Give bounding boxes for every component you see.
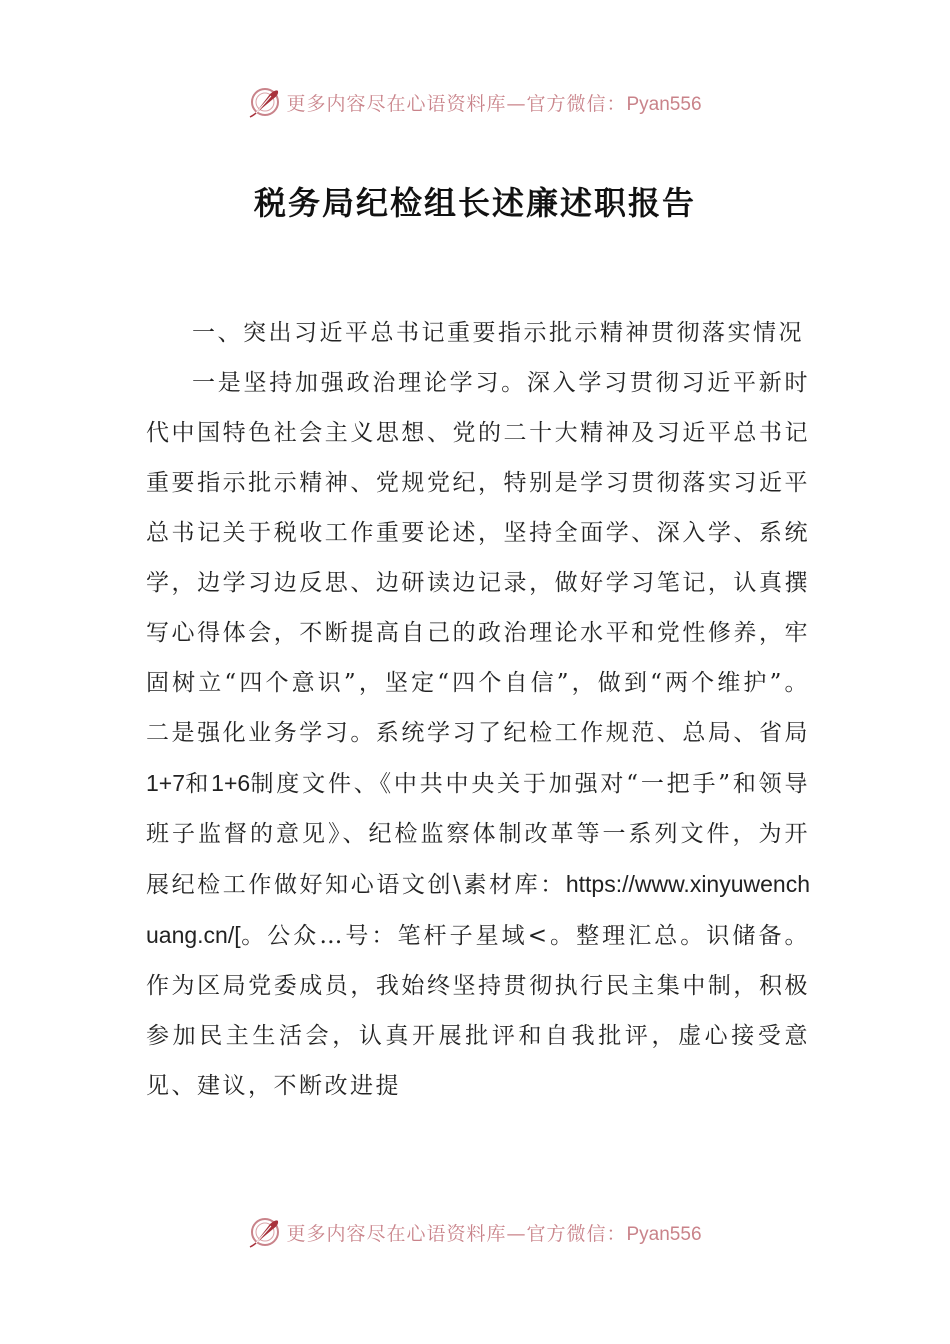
body-paragraph: 一是坚持加强政治理论学习。深入学习贯彻习近平新时代中国特色社会主义思想、党的二十大精神及习近平总书记重要指示批示精神、党规党纪，特别是学习贯彻落实习近平总书记关于税收工作重要论述，坚持全面学、深入学、系统学，边学习边反思、边研读边记录，做好学习笔记，认真撰写心得体会，不断提高自己的政治理论水平和党性修养，牢固树立“四个意识”，坚定“四个自信”，做到“两个维护”。二是强化业务学习。系统学习了纪检工作规范、总局、省局1+7和1+6制度文件、《中共中央关于加强对“一把手”和领导班子监督的意见》、纪检监察体制改革等一系列文件，为开展纪检工作做好知心语文创\素材库：https://www.xinyuwenchuang.cn/[。公众…号：笔杆子星域<。整理汇总。识储备。作为区局党委成员，我始终坚持贯彻执行民主集中制，积极参加民主生活会，认真开展批评和自我批评，虚心接受意见、建议，不断改进提	[146, 370, 810, 1099]
source-url: https://www.xinyuwenchuang.cn/[	[146, 871, 810, 948]
document-body	[146, 308, 810, 1111]
quill-pen-logo-icon	[248, 1215, 282, 1249]
document-title: 税务局纪检组长述廉述职报告	[253, 184, 696, 222]
watermark-banner-top	[0, 82, 950, 122]
quill-pen-logo-icon	[248, 85, 282, 119]
watermark-text: 更多内容尽在心语资料库—官方微信：Pyan556	[286, 1222, 702, 1245]
watermark-banner-bottom	[0, 1212, 950, 1252]
watermark-text: 更多内容尽在心语资料库—官方微信：Pyan556	[286, 92, 702, 115]
section-heading: 一、突出习近平总书记重要指示批示精神贯彻落实情况	[192, 320, 804, 346]
